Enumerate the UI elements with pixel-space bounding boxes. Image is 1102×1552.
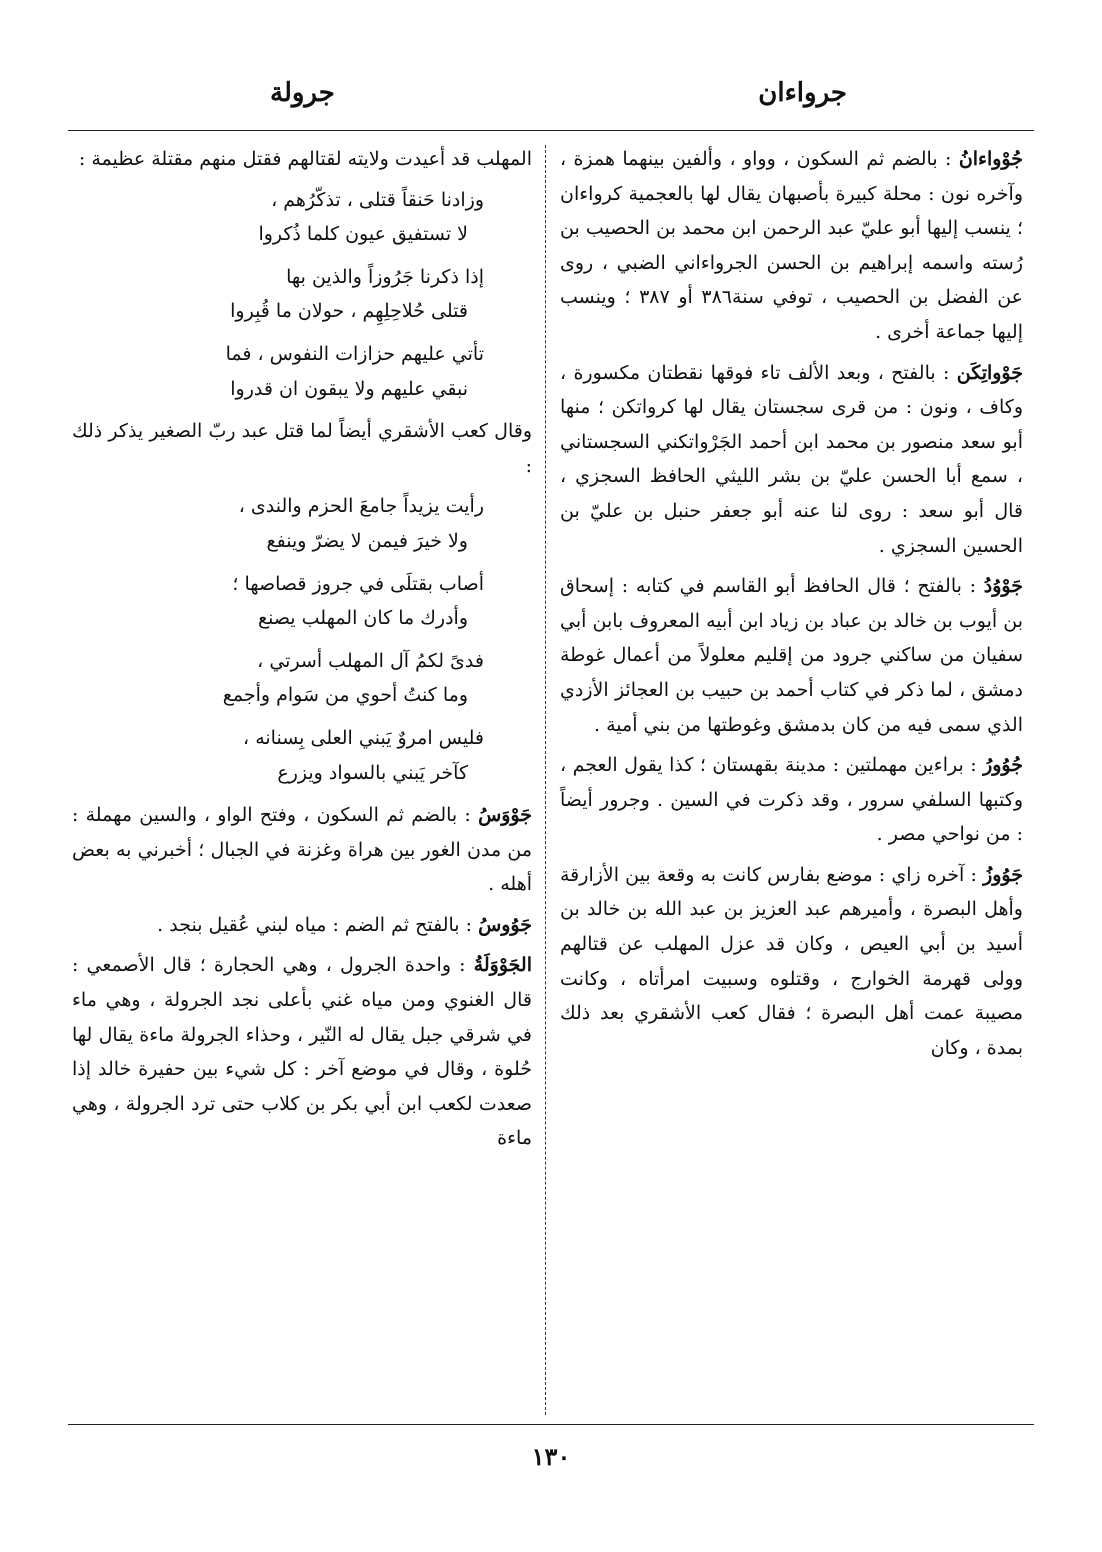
- page-number: ١٣٠: [531, 1442, 571, 1471]
- column-divider: [545, 145, 546, 1415]
- intro-text: وقال كعب الأشقري أيضاً لما قتل عبد ربّ الصغير يذكر ذلك :: [72, 420, 532, 477]
- hemistich: وأدرك ما كان المهلب يصنع: [257, 607, 468, 630]
- headword: جُوْواءانُ: [958, 148, 1023, 170]
- hemistich: أصاب بقتلَى في جروز قصاصها ؛: [232, 572, 484, 595]
- headword: جَوْوُدُ: [983, 575, 1023, 598]
- verse: [72, 567, 532, 636]
- entry-jarwas: [72, 798, 532, 902]
- entry-jarwala: [72, 948, 532, 1156]
- running-head-left: جرولة: [270, 78, 335, 108]
- headword: جَوُوسُ: [478, 913, 532, 936]
- verse: [72, 721, 532, 790]
- left-column: [72, 142, 532, 1162]
- running-head-right: جرواءان: [758, 78, 847, 108]
- continuation-text: المهلب قد أعيدت ولايته لقتالهم فقتل منهم مقتلة عظيمة :: [78, 148, 532, 170]
- verse: [72, 644, 532, 713]
- hemistich: تأتي عليهم حزازات النفوس ، فما: [225, 342, 484, 365]
- hemistich: رأيت يزيداً جامعَ الحزم والندى ،: [238, 495, 484, 518]
- entry-text: : بالفتح ، وبعد الألف تاء فوقها نقطتان مكسورة ، وكاف ، ونون : من قرى سجستان يقال لها كرواتكن ؛ منها أبو سعد منصور بن محمد ابن أحمد الجَرْواتكني السجستاني ، سمع أبا الحسن عليّ بن بشر الليثي الحافظ السجزي ، قال أبو سعد : روى لنا عنه أبو جعفر حنبل بن عليّ بن الحسين السجزي .: [560, 361, 1023, 557]
- hemistich: فليس امروٌ يَبني العلى بِسنانه ،: [243, 726, 484, 749]
- headword: جَوْواتِكَن: [956, 361, 1023, 384]
- verse: [72, 260, 532, 329]
- headword: جُوُورُ: [983, 754, 1023, 777]
- entry-jurur: [560, 748, 1023, 852]
- entry-text: : بالفتح ثم الضم : مياه لبني عُقيل بنجد .: [157, 913, 473, 936]
- headword: جَوْوَسُ: [478, 804, 532, 827]
- hemistich: فدىً لكمُ آل المهلب أسرتي ،: [257, 649, 484, 672]
- top-rule: [68, 130, 1034, 131]
- entry-text: : براءين مهملتين : مدينة بقهستان ؛ كذا يقول العجم ، وكتبها السلفي سرور ، وقد ذكرت في السين . وجرور أيضاً : من نواحي مصر .: [560, 754, 1023, 846]
- entry-text: : بالضم ثم السكون ، وواو ، وألفين بينهما همزة ، وآخره نون : محلة كبيرة بأصبهان يقال لها بالعجمية كرواءان ؛ ينسب إليها أبو عليّ عبد الرحمن ابن محمد بن الحصيب بن رُسته واسمه إبراهيم بن الحسن الجرواءاني الضبي ، روى عن الفضل بن الحصيب ، توفي سنة٣٨٦ أو ٣٨٧ ؛ وينسب إليها جماعة أخرى .: [560, 148, 1023, 343]
- entry-jarus: [72, 908, 532, 943]
- entry-text: : بالضم ثم السكون ، وفتح الواو ، والسين مهملة : من مدن الغور بين هراة وغزنة في الجبال ؛ أخبرني به بعض أهله .: [72, 804, 532, 896]
- hemistich: نبقي عليهم ولا يبقون ان قدروا: [230, 377, 468, 400]
- hemistich: لا تستفيق عيون كلما ذُكروا: [258, 223, 468, 246]
- entry-jaruz: [560, 858, 1023, 1066]
- entry-text: : واحدة الجرول ، وهي الحجارة ؛ قال الأصمعي : قال الغنوي ومن مياه غني بأعلى نجد الجرولة ، وهي ماء في شرقي جبل يقال له النّير ، وحذاء الجرولة ماءة يقال لها حُلوة ، وقال في موضع آخر : كل شيء بين حفيرة خالد إذا صعدت لكعب ابن أبي بكر بن كلاب حتى ترد الجرولة ، وهي ماءة: [72, 954, 532, 1150]
- headword: الجَوْوَلَةُ: [473, 954, 532, 977]
- verse: [72, 183, 532, 252]
- hemistich: وزادنا حَنقاً قتلى ، تذكّرُهم ،: [271, 188, 484, 211]
- hemistich: كآخر يَبني بالسواد ويزرع: [277, 761, 468, 784]
- entry-jarud: [560, 569, 1023, 742]
- hemistich: وما كنتُ أحوي من سَوام وأجمع: [222, 684, 468, 707]
- entry-jurwaan: [560, 142, 1023, 350]
- hemistich: ولا خيرَ فيمن لا يضرّ وينفع: [266, 529, 468, 552]
- bottom-rule: [68, 1424, 1034, 1425]
- entry-jarwatikan: [560, 356, 1023, 564]
- hemistich: إذا ذكرنا جَرُوزاً والذين بها: [286, 265, 484, 288]
- verse: [72, 489, 532, 558]
- right-column: [560, 142, 1023, 1071]
- entry-text: : آخره زاي : موضع بفارس كانت به وقعة بين الأزارقة وأهل البصرة ، وأميرهم عبد العزيز بن عبد الله بن خالد بن أسيد بن أبي العيص ، وكان قد عزل المهلب عن قتالهم وولى قهرمة الخوارج ، وقتلوه وسبيت امرأتاه ، وكانت مصيبة عمت أهل البصرة ؛ فقال كعب الأشقري بعد ذلك بمدة ، وكان: [560, 863, 1023, 1059]
- verse: [72, 337, 532, 406]
- headword: جَوُوزُ: [983, 863, 1023, 886]
- hemistich: قتلى حُلاحِلِهِم ، حولان ما قُبِروا: [230, 300, 468, 323]
- entry-text: : بالفتح ؛ قال الحافظ أبو القاسم في كتابه : إسحاق بن أيوب بن خالد بن عباد بن زياد ابن أبيه المعروف بابن أبي سفيان من ساكني جرود من إقليم معلولاً من أعمال غوطة دمشق ، لما ذكر في كتاب أحمد بن حبيب بن العجائز الأزدي الذي سمى فيه من كان بدمشق وغوطتها من بني أمية .: [560, 575, 1023, 736]
